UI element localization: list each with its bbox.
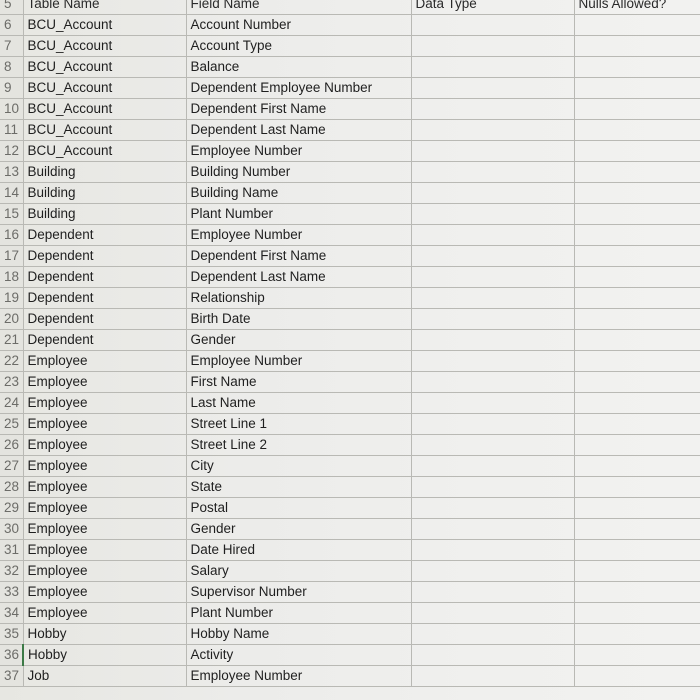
table-row — [0, 624, 700, 645]
table-name-cell[interactable]: Employee — [23, 435, 186, 456]
field-name-cell[interactable]: Dependent First Name — [186, 246, 411, 267]
field-name-cell[interactable]: Postal — [186, 498, 411, 519]
data-type-cell[interactable] — [411, 309, 574, 330]
nulls-allowed-cell[interactable] — [574, 645, 700, 666]
nulls-allowed-cell[interactable] — [574, 624, 700, 645]
field-name-cell[interactable]: Supervisor Number — [186, 582, 411, 603]
table-row — [0, 36, 700, 57]
field-name-cell[interactable]: City — [186, 456, 411, 477]
row-number[interactable]: 12 — [0, 141, 23, 162]
row-number[interactable]: 9 — [0, 78, 23, 99]
nulls-allowed-cell[interactable] — [574, 603, 700, 624]
data-type-cell[interactable] — [411, 246, 574, 267]
table-name-cell[interactable]: BCU_Account — [23, 57, 186, 78]
table-row — [0, 330, 700, 351]
field-name-cell[interactable]: Hobby Name — [186, 624, 411, 645]
nulls-allowed-cell[interactable] — [574, 582, 700, 603]
table-row — [0, 498, 700, 519]
field-name-cell[interactable]: Plant Number — [186, 603, 411, 624]
row-number[interactable]: 16 — [0, 225, 23, 246]
data-type-cell[interactable] — [411, 99, 574, 120]
nulls-allowed-cell[interactable] — [574, 498, 700, 519]
table-row — [0, 246, 700, 267]
nulls-allowed-cell[interactable] — [574, 288, 700, 309]
row-number[interactable]: 18 — [0, 267, 23, 288]
row-number[interactable]: 22 — [0, 351, 23, 372]
row-number[interactable]: 21 — [0, 330, 23, 351]
table-name-cell[interactable]: BCU_Account — [23, 36, 186, 57]
field-name-cell[interactable]: Employee Number — [186, 225, 411, 246]
nulls-allowed-cell[interactable] — [574, 330, 700, 351]
nulls-allowed-cell[interactable] — [574, 351, 700, 372]
data-type-cell[interactable] — [411, 603, 574, 624]
data-type-cell[interactable] — [411, 393, 574, 414]
nulls-allowed-cell[interactable] — [574, 666, 700, 687]
field-name-cell[interactable]: Dependent First Name — [186, 99, 411, 120]
nulls-allowed-cell[interactable] — [574, 435, 700, 456]
field-name-cell[interactable]: State — [186, 477, 411, 498]
row-number[interactable]: 33 — [0, 582, 23, 603]
data-type-cell[interactable] — [411, 540, 574, 561]
field-name-cell[interactable]: Birth Date — [186, 309, 411, 330]
table-name-cell[interactable]: Dependent — [23, 246, 186, 267]
field-name-cell[interactable]: Relationship — [186, 288, 411, 309]
data-type-cell[interactable] — [411, 204, 574, 225]
row-number[interactable]: 27 — [0, 456, 23, 477]
data-type-cell[interactable] — [411, 36, 574, 57]
table-row — [0, 540, 700, 561]
row-number[interactable]: 7 — [0, 36, 23, 57]
table-row — [0, 120, 700, 141]
table-name-cell[interactable]: Building — [23, 204, 186, 225]
table-name-cell[interactable]: Hobby — [23, 624, 186, 645]
data-type-cell[interactable] — [411, 183, 574, 204]
field-name-cell[interactable]: Gender — [186, 519, 411, 540]
field-name-cell[interactable]: Employee Number — [186, 351, 411, 372]
nulls-allowed-cell[interactable] — [574, 561, 700, 582]
row-number[interactable]: 29 — [0, 498, 23, 519]
nulls-allowed-cell[interactable] — [574, 393, 700, 414]
data-type-cell[interactable] — [411, 456, 574, 477]
table-name-cell[interactable]: Employee — [23, 519, 186, 540]
data-type-cell[interactable] — [411, 57, 574, 78]
table-name-cell[interactable]: BCU_Account — [23, 141, 186, 162]
nulls-allowed-cell[interactable] — [574, 519, 700, 540]
data-type-cell[interactable] — [411, 372, 574, 393]
row-number[interactable]: 11 — [0, 120, 23, 141]
table-row — [0, 477, 700, 498]
table-name-cell[interactable]: Hobby — [23, 645, 186, 666]
table-row — [0, 456, 700, 477]
field-name-cell[interactable]: Dependent Last Name — [186, 267, 411, 288]
row-number[interactable]: 32 — [0, 561, 23, 582]
row-number[interactable]: 10 — [0, 99, 23, 120]
row-number[interactable]: 6 — [0, 15, 23, 36]
field-name-cell[interactable]: Balance — [186, 57, 411, 78]
table-row — [0, 603, 700, 624]
field-name-cell[interactable]: Employee Number — [186, 141, 411, 162]
header-field-name[interactable]: Field Name — [186, 0, 411, 15]
field-name-cell[interactable]: Street Line 1 — [186, 414, 411, 435]
nulls-allowed-cell[interactable] — [574, 309, 700, 330]
table-name-cell[interactable]: BCU_Account — [23, 78, 186, 99]
row-number[interactable]: 37 — [0, 666, 23, 687]
row-number[interactable]: 25 — [0, 414, 23, 435]
table-row — [0, 372, 700, 393]
row-number[interactable]: 35 — [0, 624, 23, 645]
nulls-allowed-cell[interactable] — [574, 141, 700, 162]
data-type-cell[interactable] — [411, 414, 574, 435]
nulls-allowed-cell[interactable] — [574, 456, 700, 477]
header-table-name[interactable]: Table Name — [23, 0, 186, 15]
header-row — [0, 0, 700, 15]
table-row — [0, 666, 700, 687]
table-row — [0, 435, 700, 456]
data-type-cell[interactable] — [411, 582, 574, 603]
field-name-cell[interactable]: Last Name — [186, 393, 411, 414]
table-row — [0, 309, 700, 330]
table-name-cell[interactable]: BCU_Account — [23, 15, 186, 36]
nulls-allowed-cell[interactable] — [574, 162, 700, 183]
table-row — [0, 225, 700, 246]
row-number[interactable]: 17 — [0, 246, 23, 267]
field-name-cell[interactable]: Plant Number — [186, 204, 411, 225]
table-name-cell[interactable]: BCU_Account — [23, 120, 186, 141]
row-number[interactable]: 23 — [0, 372, 23, 393]
table-row — [0, 183, 700, 204]
table-name-cell[interactable]: BCU_Account — [23, 99, 186, 120]
data-type-cell[interactable] — [411, 477, 574, 498]
field-name-cell[interactable]: Activity — [186, 645, 411, 666]
nulls-allowed-cell[interactable] — [574, 372, 700, 393]
table-name-cell[interactable]: Job — [23, 666, 186, 687]
row-number[interactable]: 20 — [0, 309, 23, 330]
field-name-cell[interactable]: Dependent Last Name — [186, 120, 411, 141]
nulls-allowed-cell[interactable] — [574, 15, 700, 36]
data-type-cell[interactable] — [411, 288, 574, 309]
table-row — [0, 351, 700, 372]
table-name-cell[interactable]: Employee — [23, 582, 186, 603]
table-name-cell[interactable]: Employee — [23, 603, 186, 624]
field-name-cell[interactable]: Account Number — [186, 15, 411, 36]
row-number[interactable]: 36 — [0, 645, 23, 666]
table-row — [0, 162, 700, 183]
row-number[interactable]: 24 — [0, 393, 23, 414]
table-row — [0, 288, 700, 309]
row-number[interactable]: 8 — [0, 57, 23, 78]
table-row — [0, 645, 700, 666]
data-type-cell[interactable] — [411, 120, 574, 141]
table-row — [0, 141, 700, 162]
field-name-cell[interactable]: Street Line 2 — [186, 435, 411, 456]
data-type-cell[interactable] — [411, 666, 574, 687]
nulls-allowed-cell[interactable] — [574, 78, 700, 99]
data-type-cell[interactable] — [411, 498, 574, 519]
table-row — [0, 204, 700, 225]
row-number[interactable]: 31 — [0, 540, 23, 561]
nulls-allowed-cell[interactable] — [574, 225, 700, 246]
nulls-allowed-cell[interactable] — [574, 99, 700, 120]
field-name-cell[interactable]: Salary — [186, 561, 411, 582]
field-name-cell[interactable]: Gender — [186, 330, 411, 351]
data-type-cell[interactable] — [411, 141, 574, 162]
data-type-cell[interactable] — [411, 225, 574, 246]
field-name-cell[interactable]: Employee Number — [186, 666, 411, 687]
header-data-type[interactable]: Data Type — [411, 0, 574, 15]
data-type-cell[interactable] — [411, 519, 574, 540]
table-row — [0, 582, 700, 603]
field-name-cell[interactable]: Account Type — [186, 36, 411, 57]
table-row — [0, 57, 700, 78]
table-name-cell[interactable]: Employee — [23, 393, 186, 414]
row-number[interactable]: 30 — [0, 519, 23, 540]
table-name-cell[interactable]: Employee — [23, 414, 186, 435]
data-type-cell[interactable] — [411, 267, 574, 288]
data-type-cell[interactable] — [411, 330, 574, 351]
row-number[interactable]: 14 — [0, 183, 23, 204]
row-number-5[interactable]: 5 — [0, 0, 23, 15]
nulls-allowed-cell[interactable] — [574, 57, 700, 78]
row-number[interactable]: 34 — [0, 603, 23, 624]
table-name-cell[interactable]: Employee — [23, 540, 186, 561]
data-type-cell[interactable] — [411, 435, 574, 456]
data-type-cell[interactable] — [411, 78, 574, 99]
field-name-cell[interactable]: Date Hired — [186, 540, 411, 561]
table-row — [0, 15, 700, 36]
table-name-cell[interactable]: Dependent — [23, 330, 186, 351]
table-name-cell[interactable]: Employee — [23, 372, 186, 393]
table-name-cell[interactable]: Dependent — [23, 309, 186, 330]
nulls-allowed-cell[interactable] — [574, 414, 700, 435]
table-row — [0, 78, 700, 99]
field-name-cell[interactable]: First Name — [186, 372, 411, 393]
table-row — [0, 519, 700, 540]
nulls-allowed-cell[interactable] — [574, 540, 700, 561]
data-type-cell[interactable] — [411, 162, 574, 183]
table-name-cell[interactable]: Employee — [23, 498, 186, 519]
row-number[interactable]: 26 — [0, 435, 23, 456]
data-type-cell[interactable] — [411, 561, 574, 582]
table-row — [0, 414, 700, 435]
table-name-cell[interactable]: Employee — [23, 351, 186, 372]
data-type-cell[interactable] — [411, 624, 574, 645]
nulls-allowed-cell[interactable] — [574, 246, 700, 267]
table-name-cell[interactable]: Dependent — [23, 225, 186, 246]
nulls-allowed-cell[interactable] — [574, 120, 700, 141]
row-number[interactable]: 13 — [0, 162, 23, 183]
table-name-cell[interactable]: Building — [23, 162, 186, 183]
nulls-allowed-cell[interactable] — [574, 36, 700, 57]
table-name-cell[interactable]: Employee — [23, 477, 186, 498]
grid-body — [0, 15, 700, 687]
row-number[interactable]: 28 — [0, 477, 23, 498]
field-name-cell[interactable]: Building Number — [186, 162, 411, 183]
data-type-cell[interactable] — [411, 351, 574, 372]
row-number[interactable]: 15 — [0, 204, 23, 225]
table-name-cell[interactable]: Employee — [23, 561, 186, 582]
table-row — [0, 267, 700, 288]
data-type-cell[interactable] — [411, 15, 574, 36]
table-name-cell[interactable]: Dependent — [23, 267, 186, 288]
nulls-allowed-cell[interactable] — [574, 477, 700, 498]
field-name-cell[interactable]: Building Name — [186, 183, 411, 204]
field-name-cell[interactable]: Dependent Employee Number — [186, 78, 411, 99]
nulls-allowed-cell[interactable] — [574, 267, 700, 288]
table-name-cell[interactable]: Employee — [23, 456, 186, 477]
header-nulls-allowed[interactable]: Nulls Allowed? — [574, 0, 700, 15]
table-row — [0, 393, 700, 414]
table-name-cell[interactable]: Dependent — [23, 288, 186, 309]
data-type-cell[interactable] — [411, 645, 574, 666]
table-row — [0, 561, 700, 582]
nulls-allowed-cell[interactable] — [574, 183, 700, 204]
row-number[interactable]: 19 — [0, 288, 23, 309]
table-row — [0, 99, 700, 120]
table-name-cell[interactable]: Building — [23, 183, 186, 204]
nulls-allowed-cell[interactable] — [574, 204, 700, 225]
